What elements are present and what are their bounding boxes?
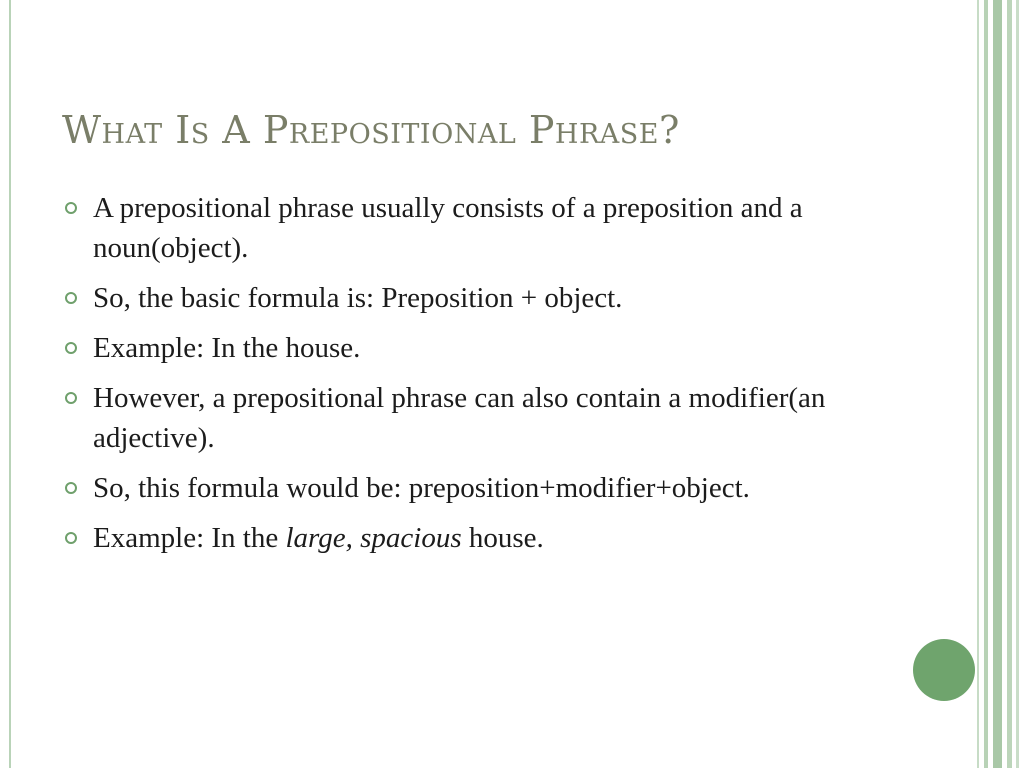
bullet-text: A prepositional phrase usually consists of a preposition and a noun(object). (93, 192, 803, 264)
bullet-item (62, 278, 922, 318)
bullet-text-after: house. (461, 522, 544, 554)
bullet-item (62, 518, 922, 558)
bullet-item (62, 328, 922, 368)
green-circle-icon (913, 639, 975, 701)
left-border-line (9, 0, 11, 768)
right-stripe-1 (977, 0, 979, 768)
bullet-icon (65, 532, 77, 544)
right-stripe-5 (1016, 0, 1019, 768)
bullet-text: Example: In the house. (93, 332, 361, 364)
right-stripe-4 (1007, 0, 1012, 768)
bullet-icon (65, 342, 77, 354)
right-stripe-2 (984, 0, 988, 768)
bullet-icon (65, 202, 77, 214)
bullet-list (62, 188, 922, 568)
bullet-text: So, the basic formula is: Preposition + object. (93, 282, 623, 314)
bullet-icon (65, 392, 77, 404)
bullet-text: However, a prepositional phrase can also contain a modifier(an adjective). (93, 382, 826, 454)
bullet-icon (65, 482, 77, 494)
bullet-item (62, 468, 922, 508)
bullet-item (62, 378, 922, 458)
bullet-text-italic: large, spacious (285, 522, 462, 554)
slide-title: What Is A Prepositional Phrase? (62, 108, 680, 152)
bullet-text-before: Example: In the (93, 522, 286, 554)
bullet-icon (65, 292, 77, 304)
bullet-item (62, 188, 922, 268)
right-stripe-3 (993, 0, 1002, 768)
bullet-text: So, this formula would be: preposition+modifier+object. (93, 472, 750, 504)
